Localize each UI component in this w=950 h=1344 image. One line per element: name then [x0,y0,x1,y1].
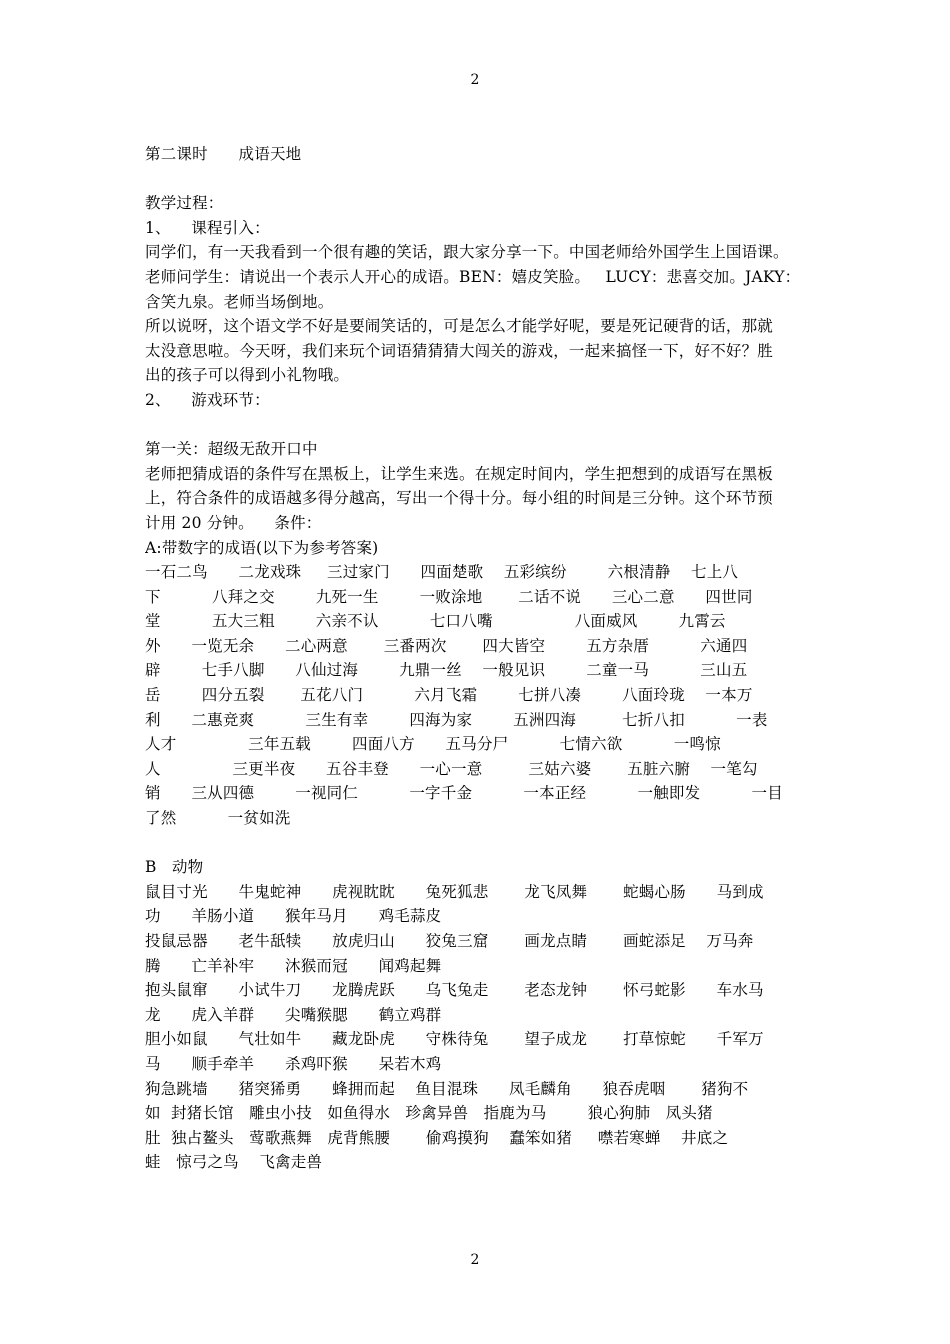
idiom-line: 胆小如鼠 气壮如牛 藏龙卧虎 守株待兔 望子成龙 打草惊蛇 千军万 [145,1030,764,1049]
paragraph-line: 老师把猜成语的条件写在黑板上，让学生来选。在规定时间内，学生把想到的成语写在黑板 [145,464,774,483]
paragraph-line: 含笑九泉。老师当场倒地。 [145,292,334,311]
idiom-line: 人 三更半夜 五谷丰登 一心一意 三姑六婆 五脏六腑 一笔勾 [145,759,758,778]
idiom-line: 堂 五大三粗 六亲不认 七口八嘴 八面威风 九霄云 [145,612,726,631]
blank-line [145,167,810,192]
idiom-line: 功 羊肠小道 猴年马月 鸡毛蒜皮 [145,907,442,926]
idiom-line: 马 顺手牵羊 杀鸡吓猴 呆若木鸡 [145,1054,442,1073]
blank-line [145,831,810,856]
paragraph-line: 计用 20 分钟。 条件： [145,513,322,532]
idiom-line: 狗急跳墙 猪突狶勇 蜂拥而起 鱼目混珠 凤毛麟角 狼吞虎咽 猪狗不 [145,1079,749,1098]
idiom-line: 龙 虎入羊群 尖嘴猴腮 鹤立鸡群 [145,1005,442,1024]
document-body [145,142,810,1175]
paragraph-line: 出的孩子可以得到小礼物哦。 [145,366,350,385]
idiom-line: 腾 亡羊补牢 沐猴而冠 闻鸡起舞 [145,956,442,975]
idiom-line: 外 一览无余 二心两意 三番两次 四大皆空 五方杂厝 六通四 [145,636,748,655]
idiom-line: 如 封猪长馆 雕虫小技 如鱼得水 珍禽异兽 指鹿为马 狼心狗肺 凤头猪 [145,1104,713,1123]
paragraph-line: 老师问学生：请说出一个表示人开心的成语。BEN：嬉皮笑脸。 LUCY：悲喜交加。JAKY： [145,267,801,286]
idiom-line: 人才 三年五载 四面八方 五马分尸 七情六欲 一鸣惊 [145,735,721,754]
idiom-line: 投鼠忌器 老牛舐犊 放虎归山 狡兔三窟 画龙点睛 画蛇添足 万马奔 [145,932,754,950]
section-heading: 教学过程： [145,194,224,213]
idiom-line: 肚 独占鳌头 莺歌燕舞 虎背熊腰 偷鸡摸狗 蠢笨如猪 噤若寒蝉 井底之 [145,1128,729,1147]
paragraph-line: 上，符合条件的成语越多得分越高，写出一个得十分。每小组的时间是三分钟。这个环节预 [145,489,774,508]
idiom-line: 蛙 惊弓之鸟 飞禽走兽 [145,1153,323,1172]
page-number-top: 2 [470,72,480,88]
idiom-line: 了然 一贫如洗 [145,809,291,828]
paragraph-line: 同学们，有一天我看到一个很有趣的笑话，跟大家分享一下。中国老师给外国学生上国语课。 [145,243,789,262]
level-heading: 第一关：超级无敌开口中 [145,440,318,459]
step-heading: 1、 课程引入： [145,218,270,237]
category-heading: A:带数字的成语(以下为参考答案) [145,538,379,557]
idiom-line: 辟 七手八脚 八仙过海 九鼎一丝 一般见识 二童一马 三山五 [145,661,748,680]
paragraph-line: 太没意思啦。今天呀，我们来玩个词语猜猜猜大闯关的游戏，一起来搞怪一下，好不好？胜 [145,341,774,360]
idiom-line: 下 八拜之交 九死一生 一败涂地 二话不说 三心二意 四世同 [145,587,753,606]
step-heading: 2、 游戏环节： [145,390,270,409]
blank-line [145,413,810,438]
idiom-line: 抱头鼠窜 小试牛刀 龙腾虎跃 乌飞兔走 老态龙钟 怀弓蛇影 车水马 [145,981,764,1000]
paragraph-line: 所以说呀，这个语文学不好是要闹笑话的，可是怎么才能学好呢，要是死记硬背的话，那就 [145,317,774,336]
idiom-line: 利 二惠竞爽 三生有幸 四海为家 五洲四海 七折八扣 一表 [145,710,768,729]
category-heading: B 动物 [145,858,204,877]
page-number-bottom: 2 [470,1252,480,1268]
idiom-line: 销 三从四德 一视同仁 一字千金 一本正经 一触即发 一目 [145,784,783,803]
idiom-line: 一石二鸟 二龙戏珠 三过家门 四面楚歌 五彩缤纷 六根清静 七上八 [145,563,739,582]
lesson-title: 第二课时 成语天地 [145,145,302,163]
idiom-line: 鼠目寸光 牛鬼蛇神 虎视眈眈 兔死狐悲 龙飞凤舞 蛇蝎心肠 马到成 [145,882,764,901]
idiom-line: 岳 四分五裂 五花八门 六月飞霜 七拼八凑 八面玲珑 一本万 [145,686,753,705]
